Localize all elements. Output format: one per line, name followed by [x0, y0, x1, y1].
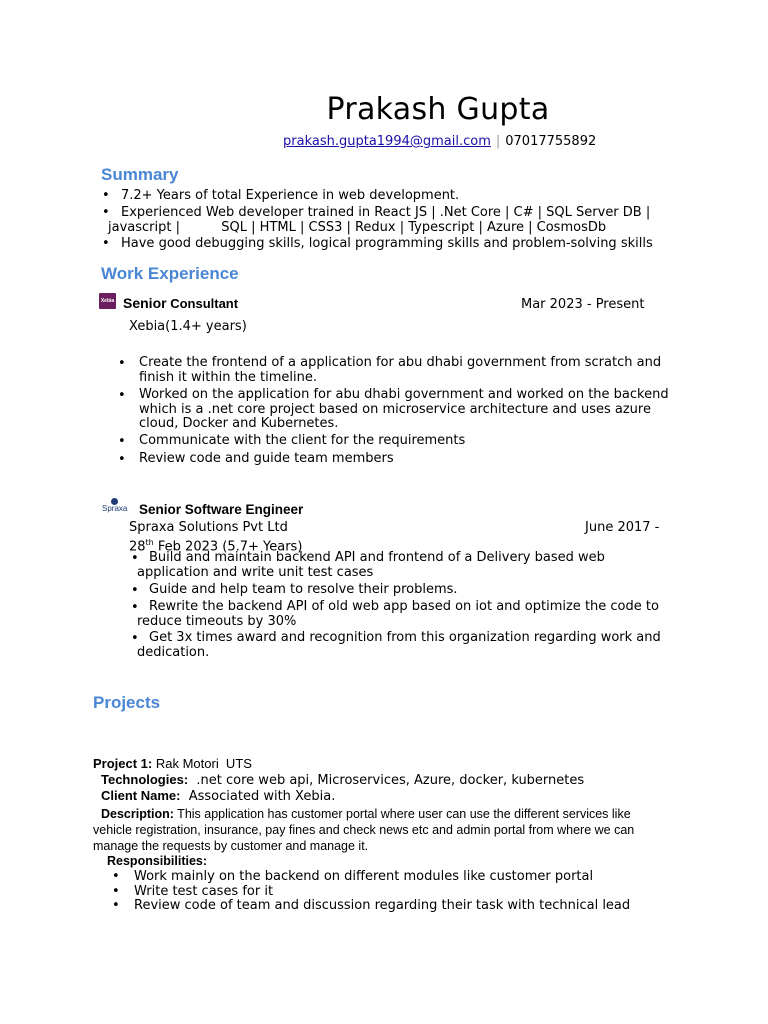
job-responsibility: Guide and help team to resolve their problems. [149, 582, 458, 597]
job-responsibility: Review code and guide team members [139, 451, 394, 466]
phone-number: 07017755892 [505, 134, 597, 149]
project-bullet: • [112, 898, 120, 913]
job-bullet: • [118, 434, 126, 449]
projects-heading: Projects [93, 693, 161, 712]
contact-line [283, 134, 596, 149]
job-dates-rest: Feb 2023 (5.7+ Years) [153, 539, 303, 555]
job-responsibility: Worked on the application for abu dhabi government and worked on the backend which is a .net core project based on microservice architecture and uses azure cloud, Docker and Kubernetes. [139, 387, 669, 431]
job-title [123, 295, 238, 311]
description-value: This application has customer portal where user can use the different services like vehicle registration, insurance, pay fines and check news etc and admin portal from where we can manage the requests by customer and manage it. [93, 807, 635, 853]
job-title: Senior Software Engineer [139, 502, 304, 517]
job-bullet: • [131, 631, 139, 646]
job-bullet: • [118, 452, 126, 467]
summary-bullet: • [102, 205, 110, 220]
description-label: Description: [101, 807, 174, 821]
candidate-name: Prakash Gupta [326, 92, 550, 127]
job-bullet: • [131, 600, 139, 615]
project-bullet: • [112, 869, 120, 884]
client-label: Client Name: [101, 788, 181, 803]
summary-item: 7.2+ Years of total Experience in web development. [121, 188, 460, 203]
project-title [93, 756, 252, 772]
job-title-part: Consultant [166, 296, 239, 311]
project-technologies [101, 772, 584, 788]
responsibilities-label: Responsibilities: [107, 854, 208, 868]
technologies-label: Technologies: [101, 772, 189, 787]
email-link[interactable]: prakash.gupta1994@gmail.com [283, 134, 491, 149]
job-responsibility: Build and maintain backend API and frontend of a Delivery based web application and write unit test cases [137, 550, 605, 580]
project-client [101, 788, 335, 804]
project-bullet: • [112, 884, 120, 899]
summary-heading: Summary [101, 165, 179, 184]
job-bullet: • [118, 388, 126, 403]
job-responsibility: Rewrite the backend API of old web app based on iot and optimize the code to reduce timeouts by 30% [137, 599, 659, 629]
job-responsibility: Create the frontend of a application for abu dhabi government from scratch and finish it within the timeline. [139, 355, 662, 385]
summary-item-continued: javascript | SQL | HTML | CSS3 | Redux | Typescript | Azure | CosmosDb [108, 220, 607, 235]
job-responsibility: Get 3x times award and recognition from this organization regarding work and dedication. [137, 630, 661, 660]
project-label: Project 1: [93, 756, 153, 771]
summary-bullet: • [102, 188, 110, 203]
project-name: Rak Motori UTS [152, 756, 252, 771]
project-responsibility: Review code of team and discussion regarding their task with technical lead [134, 898, 631, 913]
job-title-part: Senior [123, 295, 167, 311]
spraxa-logo [102, 498, 130, 516]
job-dates-start: June 2017 - [585, 520, 660, 535]
summary-bullet: • [102, 236, 110, 251]
project-responsibility: Write test cases for it [134, 884, 274, 899]
job-responsibility: Communicate with the client for the requirements [139, 433, 466, 448]
spraxa-logo-text: Spraxa [102, 504, 128, 513]
job-bullet: • [131, 583, 139, 598]
summary-item: Have good debugging skills, logical programming skills and problem-solving skills [121, 236, 653, 251]
job-dates: Mar 2023 - Present [521, 297, 645, 312]
technologies-value: .net core web api, Microservices, Azure, docker, kubernetes [188, 773, 585, 788]
job-dates-day: 28 [129, 539, 146, 555]
project-description [93, 806, 663, 854]
xebia-logo-text: Xebia [100, 298, 115, 304]
job-dates-suffix: th [145, 538, 154, 547]
project-responsibility: Work mainly on the backend on different modules like customer portal [134, 869, 594, 884]
job-company: Xebia(1.4+ years) [129, 319, 247, 334]
contact-separator: | [495, 134, 501, 149]
work-experience-heading: Work Experience [101, 264, 239, 283]
job-company: Spraxa Solutions Pvt Ltd [129, 520, 288, 535]
job-bullet: • [118, 356, 126, 371]
summary-item: Experienced Web developer trained in React JS | .Net Core | C# | SQL Server DB | [121, 205, 651, 220]
job-bullet: • [131, 551, 139, 566]
client-value: Associated with Xebia. [180, 789, 336, 804]
xebia-logo [99, 293, 116, 309]
